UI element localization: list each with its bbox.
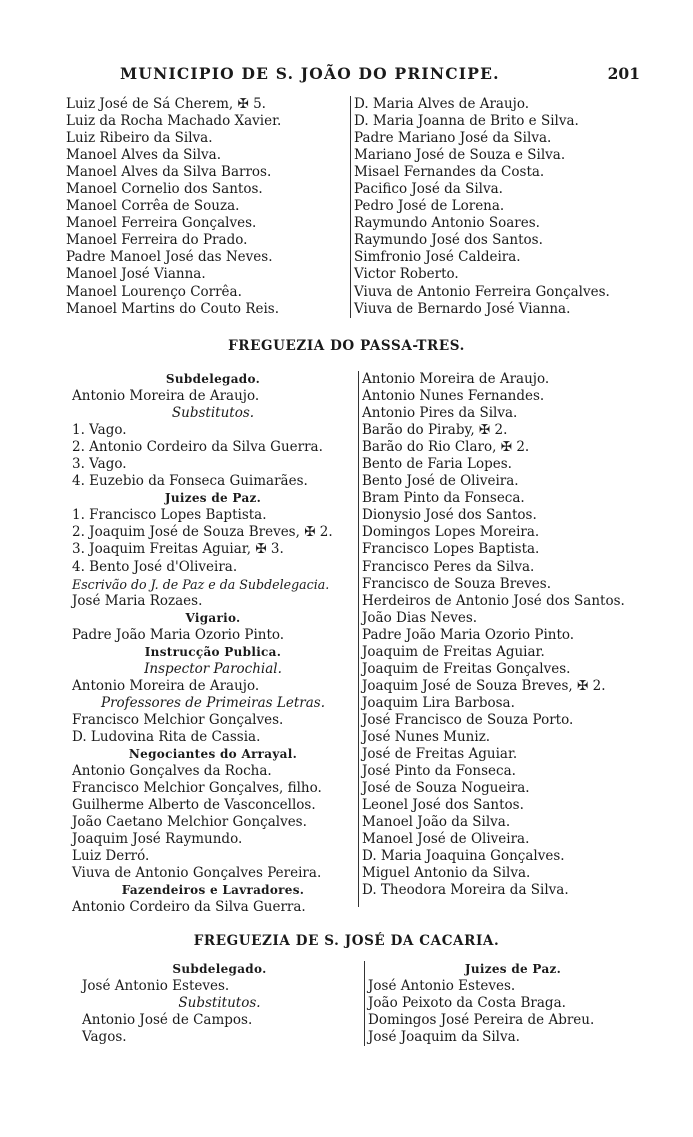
subheading: Subdelegado.	[172, 962, 267, 976]
list-item: José Nunes Muniz.	[362, 728, 491, 745]
list-item: Luiz José de Sá Cherem, ✠ 5.	[66, 96, 266, 112]
list-item: Manoel Martins do Couto Reis.	[66, 300, 280, 317]
list-item: Simfronio José Caldeira.	[354, 249, 521, 266]
list-item: D. Ludovina Rita de Cassia.	[72, 728, 261, 745]
list-item: João Dias Neves.	[362, 609, 478, 626]
list-item: 1. Francisco Lopes Baptista.	[72, 507, 267, 524]
cacaria-left-column	[82, 961, 357, 1046]
list-item: D. Theodora Moreira da Silva.	[362, 882, 569, 899]
list-item: Joaquim José de Souza Breves, ✠ 2.	[362, 677, 606, 694]
list-item: 3. Vago.	[72, 456, 127, 473]
list-item: Manoel Cornelio dos Santos.	[66, 181, 263, 198]
subheading: Substitutos.	[171, 405, 255, 422]
list-item: Manoel Alves da Silva.	[66, 147, 222, 164]
passa-tres-right-column	[362, 371, 662, 899]
list-item: 3. Joaquim Freitas Aguiar, ✠ 3.	[72, 541, 284, 558]
top-left-column	[66, 96, 346, 318]
column-divider	[350, 96, 351, 318]
subheading: Fazendeiros e Lavradores.	[121, 883, 305, 898]
list-item: Viuva de Antonio Ferreira Gonçalves.	[354, 283, 610, 300]
list-item: 2. Antonio Cordeiro da Silva Guerra.	[72, 439, 323, 456]
list-item: Raymundo José dos Santos.	[354, 232, 543, 249]
subheading: Subdelegado.	[165, 372, 261, 386]
list-item: Francisco Melchior Gonçalves, filho.	[72, 780, 322, 797]
list-item: José Pinto da Fonseca.	[362, 763, 516, 780]
list-item: Luiz Ribeiro da Silva.	[66, 130, 213, 147]
list-item: Viuva de Antonio Gonçalves Pereira.	[72, 865, 322, 882]
list-item: Viuva de Bernardo José Vianna.	[354, 300, 571, 317]
list-item: José Antonio Esteves.	[368, 978, 516, 995]
list-item: Antonio Moreira de Araujo.	[362, 371, 550, 387]
list-item: Francisco de Souza Breves.	[362, 575, 551, 592]
list-item: D. Maria Joanna de Brito e Silva.	[354, 113, 579, 130]
subheading: Substitutos.	[178, 995, 261, 1012]
passa-tres-left-column	[72, 371, 354, 917]
list-item: Pacifico José da Silva.	[354, 181, 503, 198]
list-item: Manoel José de Oliveira.	[362, 831, 530, 848]
list-item: D. Maria Joaquina Gonçalves.	[362, 848, 565, 865]
list-item: Herdeiros de Antonio José dos Santos.	[362, 592, 625, 609]
top-right-column	[354, 96, 654, 318]
list-item: Joaquim de Freitas Gonçalves.	[362, 660, 571, 677]
list-item: Antonio Moreira de Araujo.	[72, 677, 260, 694]
list-item: Bento José de Oliveira.	[362, 473, 519, 490]
list-item: 4. Bento José d'Oliveira.	[72, 558, 238, 575]
list-item: Domingos José Pereira de Abreu.	[368, 1012, 595, 1029]
list-item: Padre Mariano José da Silva.	[354, 130, 552, 147]
list-item: Domingos Lopes Moreira.	[362, 524, 540, 541]
list-item: Antonio José de Campos.	[82, 1012, 253, 1029]
list-item: José de Freitas Aguiar.	[362, 746, 518, 763]
list-item: Manoel Alves da Silva Barros.	[66, 164, 272, 181]
list-item: José Francisco de Souza Porto.	[362, 711, 574, 728]
list-item: Antonio Moreira de Araujo.	[72, 388, 260, 405]
subheading: Juizes de Paz.	[464, 962, 562, 976]
list-item: Joaquim José Raymundo.	[72, 831, 243, 848]
list-item: 4. Euzebio da Fonseca Guimarães.	[72, 473, 308, 490]
list-item: Manoel Ferreira do Prado.	[66, 232, 248, 249]
list-item: Pedro José de Lorena.	[354, 198, 505, 215]
list-item: D. Maria Alves de Araujo.	[354, 96, 530, 112]
list-item: Antonio Cordeiro da Silva Guerra.	[72, 899, 306, 916]
column-divider	[364, 961, 365, 1046]
list-item: Padre João Maria Ozorio Pinto.	[362, 626, 575, 643]
list-item: Barão do Piraby, ✠ 2.	[362, 422, 508, 439]
subheading: Instrucção Publica.	[144, 644, 282, 659]
subheading: Juizes de Paz.	[164, 491, 262, 506]
page-title: MUNICIPIO DE S. JOÃO DO PRINCIPE.	[120, 64, 500, 83]
list-item: Misael Fernandes da Costa.	[354, 164, 545, 181]
list-item: José Antonio Esteves.	[82, 978, 230, 995]
subheading: Professores de Primeiras Letras.	[100, 694, 325, 711]
page-number: 201	[607, 64, 640, 83]
list-item: Joaquim Lira Barbosa.	[362, 694, 515, 711]
list-item: Manoel Corrêa de Souza.	[66, 198, 240, 215]
list-item: Bram Pinto da Fonseca.	[362, 490, 525, 507]
subheading: Negociantes do Arrayal.	[128, 747, 298, 762]
list-item: Padre João Maria Ozorio Pinto.	[72, 626, 285, 643]
list-item: Dionysio José dos Santos.	[362, 507, 537, 524]
list-item: Padre Manoel José das Neves.	[66, 249, 273, 266]
list-item: Antonio Pires da Silva.	[362, 405, 518, 422]
list-item: Luiz Derró.	[72, 848, 150, 865]
list-item: Joaquim de Freitas Aguiar.	[362, 643, 545, 660]
list-item: Francisco Melchior Gonçalves.	[72, 711, 284, 728]
list-item: José Joaquim da Silva.	[368, 1029, 520, 1046]
section-title-cacaria: FREGUEZIA DE S. JOSÉ DA CACARIA.	[193, 933, 500, 949]
list-item: Raymundo Antonio Soares.	[354, 215, 540, 232]
list-item: Mariano José de Souza e Silva.	[354, 147, 566, 164]
subheading: Escrivão do J. de Paz e da Subdelegacia.	[72, 576, 330, 592]
list-item: Manoel João da Silva.	[362, 814, 511, 831]
cacaria-right-column	[368, 961, 658, 1046]
list-item: Vagos.	[82, 1029, 127, 1046]
list-item: João Peixoto da Costa Braga.	[368, 995, 566, 1012]
list-item: Manoel Lourenço Corrêa.	[66, 283, 242, 300]
subheading: Inspector Parochial.	[144, 660, 282, 677]
list-item: Luiz da Rocha Machado Xavier.	[66, 113, 282, 130]
column-divider	[358, 371, 359, 907]
list-item: 2. Joaquim José de Souza Breves, ✠ 2.	[72, 524, 333, 541]
list-item: João Caetano Melchior Gonçalves.	[72, 814, 307, 831]
list-item: Antonio Gonçalves da Rocha.	[72, 763, 272, 780]
list-item: 1. Vago.	[72, 422, 127, 439]
list-item: Guilherme Alberto de Vasconcellos.	[72, 797, 316, 814]
list-item: José Maria Rozaes.	[72, 592, 203, 609]
list-item: Manoel José Vianna.	[66, 266, 206, 283]
list-item: Miguel Antonio da Silva.	[362, 865, 531, 882]
list-item: Francisco Lopes Baptista.	[362, 541, 540, 558]
section-title-passa-tres: FREGUEZIA DO PASSA-TRES.	[228, 338, 465, 354]
list-item: Bento de Faria Lopes.	[362, 456, 512, 473]
list-item: Manoel Ferreira Gonçalves.	[66, 215, 257, 232]
list-item: Victor Roberto.	[354, 266, 459, 283]
list-item: Antonio Nunes Fernandes.	[362, 388, 545, 405]
list-item: José de Souza Nogueira.	[362, 780, 530, 797]
list-item: Barão do Rio Claro, ✠ 2.	[362, 439, 530, 456]
subheading: Vigario.	[185, 610, 241, 625]
page-header	[120, 64, 640, 86]
list-item: Francisco Peres da Silva.	[362, 558, 535, 575]
list-item: Leonel José dos Santos.	[362, 797, 524, 814]
